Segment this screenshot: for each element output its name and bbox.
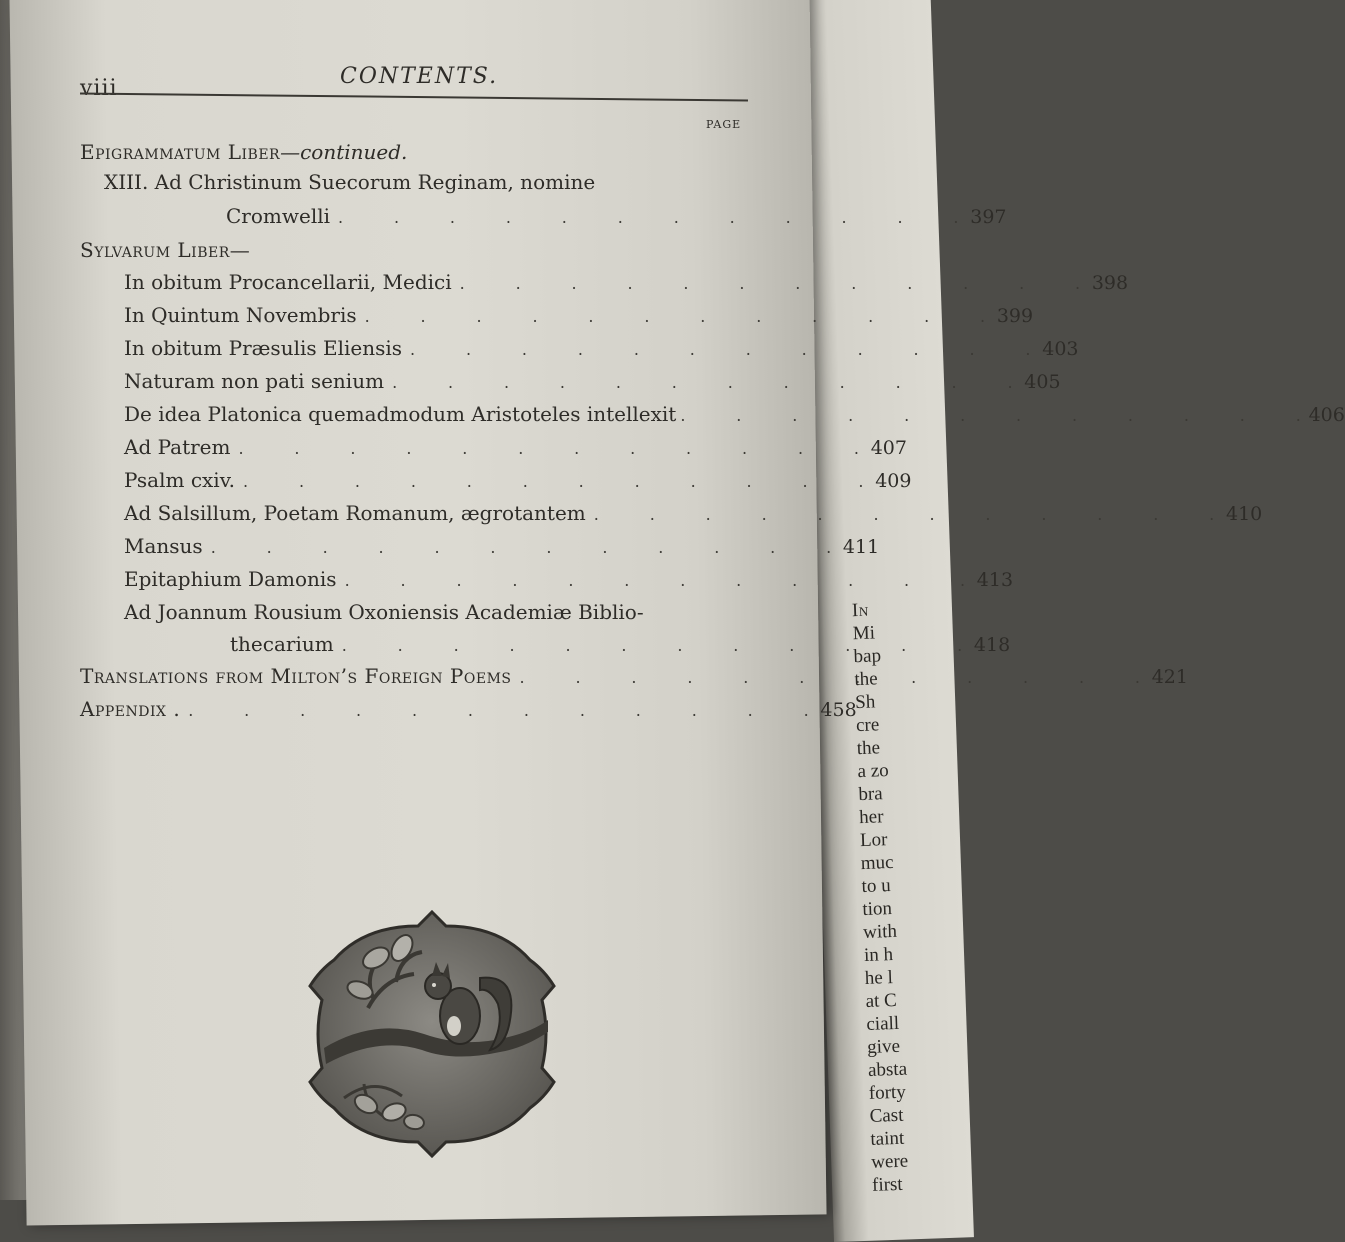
toc-entry: Mansus . 411 [124,534,748,562]
squirrel-vignette-icon [304,908,560,1160]
toc-entry: In obitum Procancellarii, Medici . 398 [124,270,748,298]
toc-entry: Epitaphium Damonis . 413 [124,567,748,595]
page-title: CONTENTS. [340,64,499,89]
page-column-label: PAGE [706,118,742,131]
section-heading-sylvarum: Sylvarum Liber— [80,238,251,262]
page-ref: 397 [970,206,1007,228]
page-number: viii [80,76,118,101]
toc-entry-appendix: Appendix . . 458 [80,697,748,725]
toc-entry: Psalm cxiv. . 409 [124,468,748,496]
toc-entry: In obitum Præsulis Eliensis . 403 [124,336,748,364]
toc-entry-rousium: thecarium . 418 [230,632,748,660]
toc-entry: In Quintum Novembris . 399 [124,303,748,331]
toc-entry: De idea Platonica quemadmodum Aristoteles intellexit . 406 [124,402,748,430]
toc-entry-epigram-13: Cromwelli . 397 [226,204,748,232]
facing-page-text: In Mi bap the Sh cre the a zo bra her Lor muc to u tion with in h he l at C ciall give absta forty Cast taint were first [851,599,909,1196]
toc-entry: Naturam non pati senium . 405 [124,369,748,397]
leader-dots [330,208,966,227]
toc-entry-translations: Translations from Milton’s Foreign Poems . 421 [80,664,748,692]
toc-entry: Ad Salsillum, Poetam Romanum, ægrotantem . 410 [124,501,748,529]
toc-entry: Ad Patrem . 407 [124,435,748,463]
toc-entry-rousium-line1: Ad Joannum Rousium Oxoniensis Academiæ Biblio- [124,600,644,624]
toc-entry-epigram-13-line1: XIII. Ad Christinum Suecorum Reginam, nomine [104,170,596,194]
section-heading-epigrammatum: Epigrammatum Liber —continued. [80,140,408,164]
